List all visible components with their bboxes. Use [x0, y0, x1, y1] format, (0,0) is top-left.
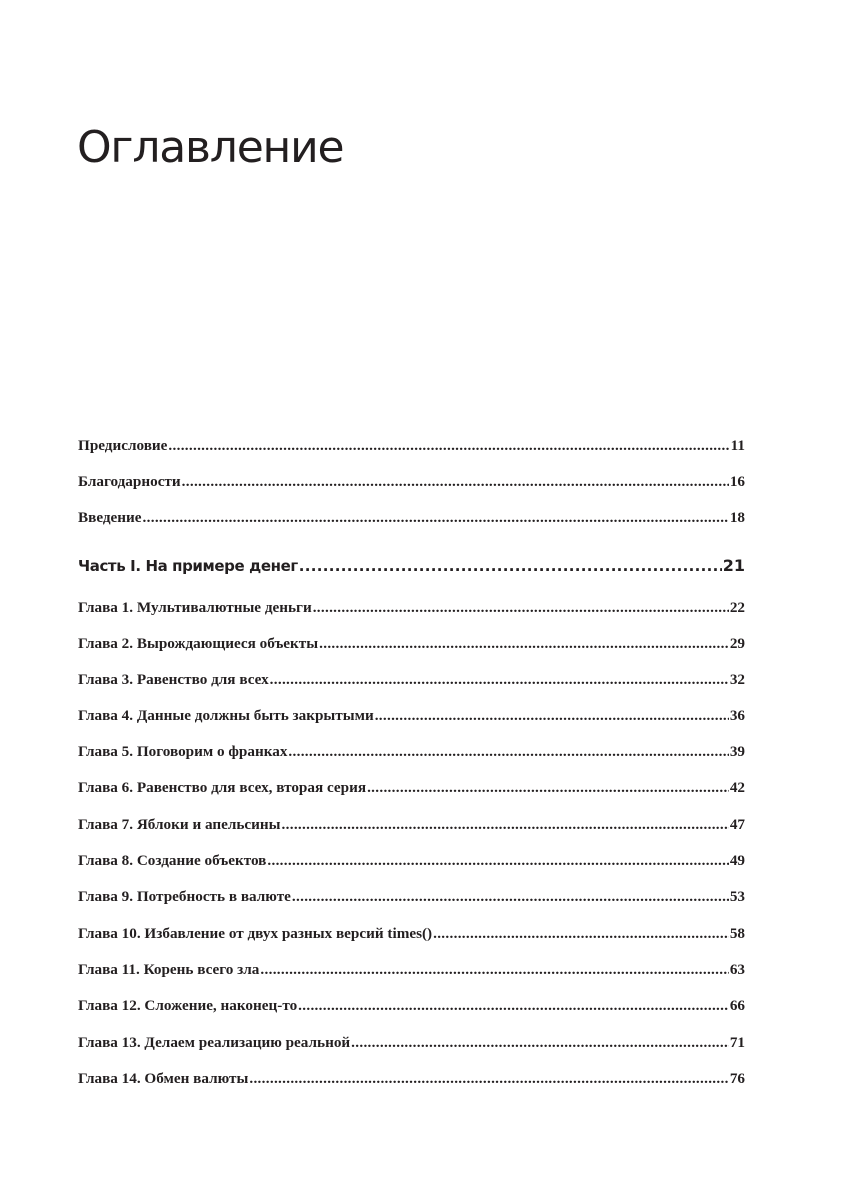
toc-entry-label: Глава 2. Вырождающиеся объекты	[78, 635, 319, 652]
toc-entry-chapter-7[interactable]	[78, 815, 745, 835]
toc-entry-label: Глава 10. Избавление от двух разных версий times()	[78, 925, 433, 942]
toc-entry-label: Благодарности	[78, 473, 181, 490]
toc-entry-chapter-12[interactable]	[78, 996, 745, 1016]
toc-entry-page: 47	[729, 816, 745, 833]
toc-entry-chapter-10[interactable]	[78, 924, 745, 944]
toc-entry-label: Глава 14. Обмен валюты	[78, 1070, 249, 1087]
toc-entry-chapter-8[interactable]	[78, 851, 745, 871]
dot-leader	[267, 851, 728, 871]
toc-entry-page: 58	[729, 925, 745, 942]
toc-entry-label: Часть I. На примере денег	[78, 557, 298, 575]
toc-entry-page: 11	[730, 437, 745, 454]
toc-entry-chapter-14[interactable]	[78, 1069, 745, 1089]
toc-entry-part-1[interactable]	[78, 556, 745, 576]
dot-leader	[313, 598, 729, 618]
toc-entry-label: Глава 3. Равенство для всех	[78, 671, 269, 688]
toc-entry-page: 71	[729, 1034, 745, 1051]
toc-entry-page: 39	[729, 743, 745, 760]
dot-leader	[433, 924, 729, 944]
toc-entry-chapter-11[interactable]	[78, 960, 745, 980]
toc-entry-page: 32	[729, 671, 745, 688]
toc-entry-page: 29	[729, 635, 745, 652]
toc-entry-label: Глава 1. Мультивалютные деньги	[78, 599, 312, 616]
dot-leader	[367, 778, 729, 798]
toc-entry-chapter-6[interactable]	[78, 778, 745, 798]
dot-leader	[299, 556, 722, 576]
toc-entry-label: Глава 11. Корень всего зла	[78, 961, 260, 978]
toc-entry-page: 22	[729, 599, 745, 616]
toc-entry-label: Глава 4. Данные должны быть закрытыми	[78, 707, 374, 724]
toc-entry-label: Глава 12. Сложение, наконец-то	[78, 997, 298, 1014]
toc-entry-label: Глава 9. Потребность в валюте	[78, 888, 291, 905]
toc-entry-page: 42	[729, 779, 745, 796]
dot-leader	[182, 472, 729, 492]
toc-entry-label: Глава 5. Поговорим о франках	[78, 743, 288, 760]
dot-leader	[168, 436, 729, 456]
dot-leader	[288, 742, 728, 762]
dot-leader	[298, 996, 729, 1016]
toc-entry-page: 66	[729, 997, 745, 1014]
toc-entry-chapter-9[interactable]	[78, 887, 745, 907]
toc-entry-chapter-3[interactable]	[78, 670, 745, 690]
toc-entry-page: 36	[729, 707, 745, 724]
toc-entry-page: 53	[729, 888, 745, 905]
toc-entry-page: 49	[729, 852, 745, 869]
dot-leader	[351, 1033, 729, 1053]
dot-leader	[249, 1069, 728, 1089]
toc-entry-label: Глава 6. Равенство для всех, вторая серия	[78, 779, 367, 796]
toc-entry-label: Глава 13. Делаем реализацию реальной	[78, 1034, 351, 1051]
toc-entry-page: 21	[722, 556, 745, 575]
table-of-contents	[78, 0, 745, 1200]
toc-entry-page: 63	[729, 961, 745, 978]
toc-entry-chapter-2[interactable]	[78, 634, 745, 654]
dot-leader	[292, 887, 729, 907]
dot-leader	[260, 960, 728, 980]
dot-leader	[143, 508, 729, 528]
toc-entry-chapter-13[interactable]	[78, 1033, 745, 1053]
page-title: Оглавление	[77, 122, 344, 173]
dot-leader	[319, 634, 729, 654]
toc-entry-chapter-4[interactable]	[78, 706, 745, 726]
toc-entry-page: 16	[729, 473, 745, 490]
toc-entry-chapter-5[interactable]	[78, 742, 745, 762]
toc-entry-page: 76	[729, 1070, 745, 1087]
dot-leader	[282, 815, 729, 835]
toc-entry-label: Предисловие	[78, 437, 168, 454]
dot-leader	[375, 706, 729, 726]
toc-entry-label: Введение	[78, 509, 142, 526]
toc-entry-introduction[interactable]	[78, 508, 745, 528]
toc-entry-preface[interactable]	[78, 436, 745, 456]
toc-entry-label: Глава 8. Создание объектов	[78, 852, 267, 869]
toc-entry-page: 18	[729, 509, 745, 526]
toc-entry-chapter-1[interactable]	[78, 598, 745, 618]
dot-leader	[270, 670, 729, 690]
toc-entry-acknowledgements[interactable]	[78, 472, 745, 492]
toc-entry-label: Глава 7. Яблоки и апельсины	[78, 816, 281, 833]
